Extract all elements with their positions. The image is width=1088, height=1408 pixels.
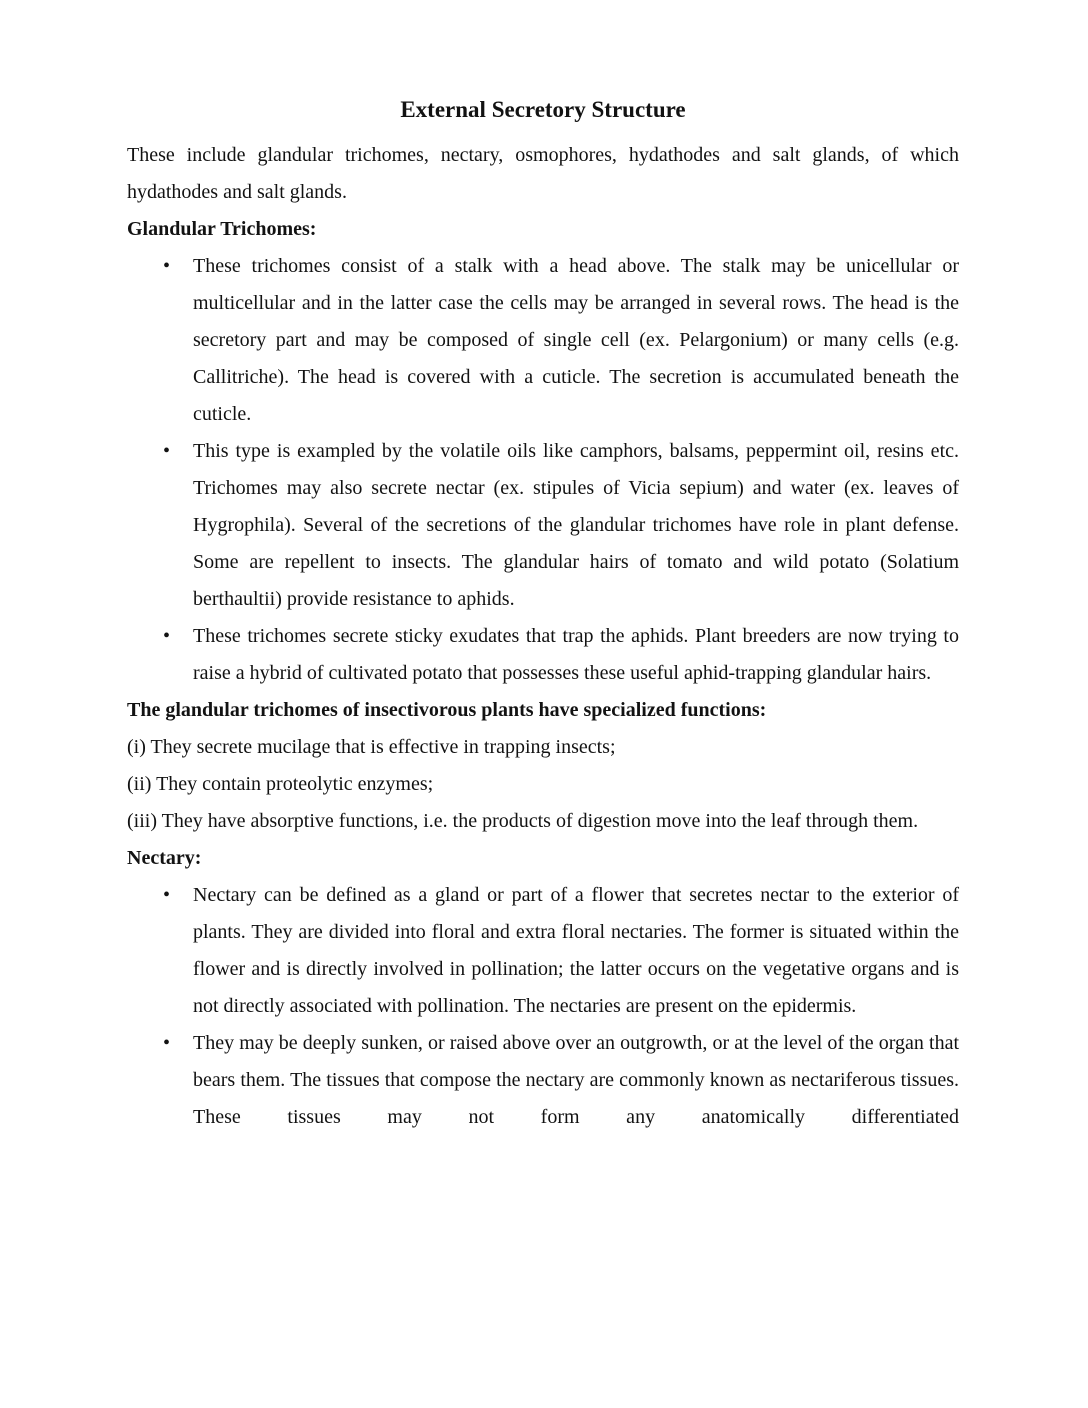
- list-item: [127, 1025, 959, 1136]
- list-item-text: They may be deeply sunken, or raised above over an outgrowth, or at the level of the organ that bears them. The tissues that compose the nectary are commonly known as nectariferous tissues. These tissues may not form any anatomically differentiated: [193, 1032, 959, 1128]
- heading-insectivorous-functions: The glandular trichomes of insectivorous plants have specialized functions:: [127, 699, 767, 721]
- numbered-point-iii: (iii) They have absorptive functions, i.e. the products of digestion move into the leaf through them.: [127, 810, 919, 832]
- bullet-icon: •: [163, 255, 171, 277]
- list-item: [127, 433, 959, 618]
- list-item: [127, 618, 959, 692]
- list-item: [127, 877, 959, 1025]
- numbered-point-ii: (ii) They contain proteolytic enzymes;: [127, 773, 434, 795]
- list-item-text: These trichomes consist of a stalk with a head above. The stalk may be unicellular or multicellular and in the latter case the cells may be arranged in several rows. The head is the secretory part and may be composed of single cell (ex. Pelargonium) or many cells (e.g. Callitriche). The head is covered with a cuticle. The secretion is accumulated beneath the cuticle.: [193, 255, 959, 425]
- heading-glandular-trichomes: Glandular Trichomes:: [127, 218, 317, 240]
- bullet-icon: •: [163, 1032, 171, 1054]
- list-item-text: This type is exampled by the volatile oils like camphors, balsams, peppermint oil, resins etc. Trichomes may also secrete nectar (ex. stipules of Vicia sepium) and water (ex. leaves of Hygrophila). Several of the secretions of the glandular trichomes have role in plant defense. Some are repellent to insects. The glandular hairs of tomato and wild potato (Solatium berthaultii) provide resistance to aphids.: [193, 440, 959, 610]
- intro-paragraph: These include glandular trichomes, nectary, osmophores, hydathodes and salt glands, of which hydathodes and salt glands.: [127, 144, 959, 203]
- list-item-text: Nectary can be defined as a gland or part of a flower that secretes nectar to the exterior of plants. They are divided into floral and extra floral nectaries. The former is situated within the flower and is directly involved in pollination; the latter occurs on the vegetative organs and is not directly associated with pollination. The nectaries are present on the epidermis.: [193, 884, 959, 1017]
- list-item-text: These trichomes secrete sticky exudates that trap the aphids. Plant breeders are now trying to raise a hybrid of cultivated potato that possesses these useful aphid-trapping glandular hairs.: [193, 625, 959, 684]
- list-item: [127, 248, 959, 433]
- bullet-icon: •: [163, 884, 171, 906]
- document-title: External Secretory Structure: [400, 97, 686, 122]
- bullet-icon: •: [163, 440, 171, 462]
- numbered-point-i: (i) They secrete mucilage that is effective in trapping insects;: [127, 736, 616, 758]
- heading-nectary: Nectary:: [127, 847, 202, 869]
- bullet-icon: •: [163, 625, 171, 647]
